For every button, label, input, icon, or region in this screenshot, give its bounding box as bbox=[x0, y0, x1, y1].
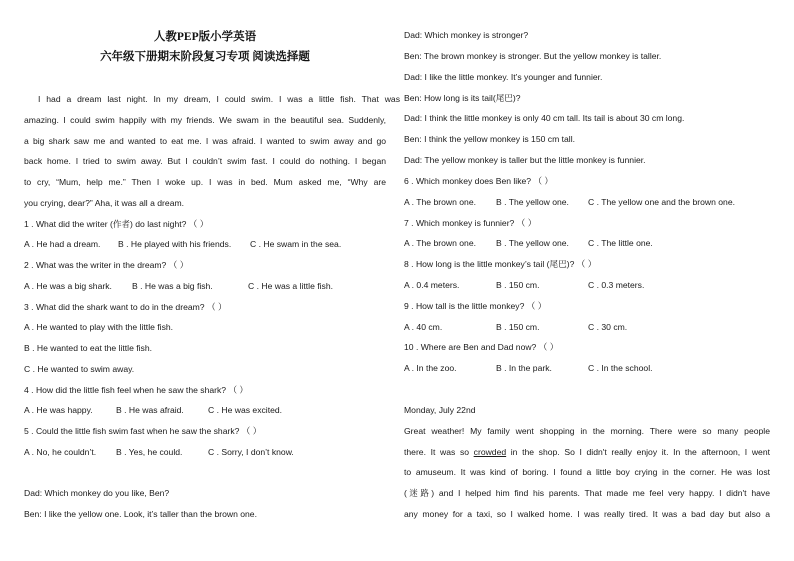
question-text: 5 . Could the little fish swim fast when he saw the shark? （ ） bbox=[24, 426, 262, 436]
dialogue-line: Dad: I think the little monkey is only 40 cm tall. Its tail is about 30 cm long. bbox=[404, 113, 685, 123]
option-c[interactable]: C . 30 cm. bbox=[588, 322, 628, 332]
option-c[interactable]: C . 0.3 meters. bbox=[588, 280, 645, 290]
dialogue-line: Dad: Which monkey is stronger? bbox=[404, 30, 529, 40]
diary-line: Great weather! My family went shopping in the morning. There were so many people bbox=[404, 426, 770, 436]
diary-text: in the shop. So I didn't really enjoy it. In the afternoon, I went bbox=[506, 447, 770, 457]
option-b[interactable]: B . He played with his friends. bbox=[118, 239, 232, 249]
answer-options bbox=[404, 322, 627, 333]
option-a[interactable]: A . He was happy. bbox=[24, 405, 93, 415]
option-a[interactable]: A . He wanted to play with the little fish. bbox=[24, 322, 174, 332]
option-a[interactable]: A . He had a dream. bbox=[24, 239, 101, 249]
diary-line bbox=[404, 447, 770, 458]
page-title: 人教PEP版小学英语 bbox=[153, 31, 257, 43]
question-text: 1 . What did the writer (作者) do last night? （ ） bbox=[24, 219, 209, 229]
question-text: 10 . Where are Ben and Dad now? （ ） bbox=[404, 342, 559, 352]
option-a[interactable]: A . No, he couldn’t. bbox=[24, 447, 97, 457]
question-text: 7 . Which monkey is funnier? （ ） bbox=[404, 218, 537, 228]
question-text: 6 . Which monkey does Ben like? （ ） bbox=[404, 176, 554, 186]
passage-line: to cry, “Mum, help me.” Then I woke up. I was in bed. Mum asked me, “Why are bbox=[24, 177, 386, 187]
option-a[interactable]: A . He was a big shark. bbox=[24, 281, 112, 291]
diary-line: to amuseum. It was kind of boring. I found a little boy crying in the corner. He was lost bbox=[404, 467, 770, 477]
answer-options bbox=[24, 447, 294, 458]
option-b[interactable]: B . He wanted to eat the little fish. bbox=[24, 343, 153, 353]
dialogue-line: Ben: How long is its tail(尾巴)? bbox=[404, 93, 521, 103]
question-text: 9 . How tall is the little monkey? （ ） bbox=[404, 301, 547, 311]
dialogue-line: Ben: The brown monkey is stronger. But the yellow monkey is taller. bbox=[404, 51, 662, 61]
option-c[interactable]: C . He was excited. bbox=[208, 405, 283, 415]
question-text: 4 . How did the little fish feel when he saw the shark? （ ） bbox=[24, 385, 249, 395]
option-b[interactable]: B . In the park. bbox=[496, 363, 552, 373]
question-text: 3 . What did the shark want to do in the dream? （ ） bbox=[24, 302, 227, 312]
answer-options bbox=[404, 363, 653, 374]
diary-line: (迷路) and I helped him find his parents. That made me feel very happy. I didn't have bbox=[404, 488, 770, 498]
option-b[interactable]: B . The yellow one. bbox=[496, 197, 569, 207]
page-subtitle: 六年级下册期末阶段复习专项 阅读选择题 bbox=[100, 51, 310, 63]
option-c[interactable]: C . He swam in the sea. bbox=[250, 239, 342, 249]
dialogue-line: Dad: Which monkey do you like, Ben? bbox=[24, 488, 170, 498]
option-b[interactable]: B . 150 cm. bbox=[496, 322, 540, 332]
diary-date: Monday, July 22nd bbox=[404, 405, 476, 415]
option-a[interactable]: A . In the zoo. bbox=[404, 363, 457, 373]
answer-options bbox=[24, 281, 333, 292]
option-a[interactable]: A . The brown one. bbox=[404, 197, 476, 207]
option-c[interactable]: C . He wanted to swim away. bbox=[24, 364, 135, 374]
option-b[interactable]: B . He was afraid. bbox=[116, 405, 184, 415]
option-b[interactable]: B . 150 cm. bbox=[496, 280, 540, 290]
diary-line: any money for a taxi, so I walked home. I was really tired. It was a bad day but also a bbox=[404, 509, 770, 519]
option-a[interactable]: A . The brown one. bbox=[404, 238, 476, 248]
option-a[interactable]: A . 40 cm. bbox=[404, 322, 443, 332]
diary-text: there. It was so bbox=[404, 447, 474, 457]
question-text: 8 . How long is the little monkey’s tail (尾巴)? （ ） bbox=[404, 259, 597, 269]
answer-options bbox=[404, 280, 644, 291]
answer-options bbox=[24, 405, 282, 416]
option-c[interactable]: C . The yellow one and the brown one. bbox=[588, 197, 735, 207]
dialogue-line: Dad: The yellow monkey is taller but the little monkey is funnier. bbox=[404, 155, 646, 165]
answer-options bbox=[404, 197, 735, 208]
dialogue-line: Ben: I like the yellow one. Look, it’s taller than the brown one. bbox=[24, 509, 257, 519]
option-c[interactable]: C . Sorry, I don’t know. bbox=[208, 447, 294, 457]
answer-options bbox=[24, 239, 341, 250]
passage-line: I had a dream last night. In my dream, I could swim. I was a little fish. That was bbox=[38, 94, 400, 104]
passage-line: back home. I tried to swim away. But I couldn’t swim fast. I could do nothing. I began bbox=[24, 156, 386, 166]
option-c[interactable]: C . The little one. bbox=[588, 238, 653, 248]
option-b[interactable]: B . The yellow one. bbox=[496, 238, 569, 248]
dialogue-line: Dad: I like the little monkey. It’s younger and funnier. bbox=[404, 72, 603, 82]
passage-line: amazing. I could swim happily with my friends. We swam in the beautiful sea. Suddenly, bbox=[24, 115, 386, 125]
option-a[interactable]: A . 0.4 meters. bbox=[404, 280, 460, 290]
option-c[interactable]: C . He was a little fish. bbox=[248, 281, 334, 291]
question-text: 2 . What was the writer in the dream? （ ） bbox=[24, 260, 189, 270]
option-c[interactable]: C . In the school. bbox=[588, 363, 653, 373]
option-b[interactable]: B . He was a big fish. bbox=[132, 281, 213, 291]
answer-options bbox=[404, 238, 653, 249]
underlined-word: crowded bbox=[473, 447, 507, 457]
passage-line: a big shark saw me and wanted to eat me. I was afraid. I wanted to swim away and go bbox=[24, 136, 386, 146]
option-b[interactable]: B . Yes, he could. bbox=[116, 447, 183, 457]
dialogue-line: Ben: I think the yellow monkey is 150 cm tall. bbox=[404, 134, 575, 144]
passage-line: you crying, dear?” Aha, it was all a dream. bbox=[24, 198, 185, 208]
